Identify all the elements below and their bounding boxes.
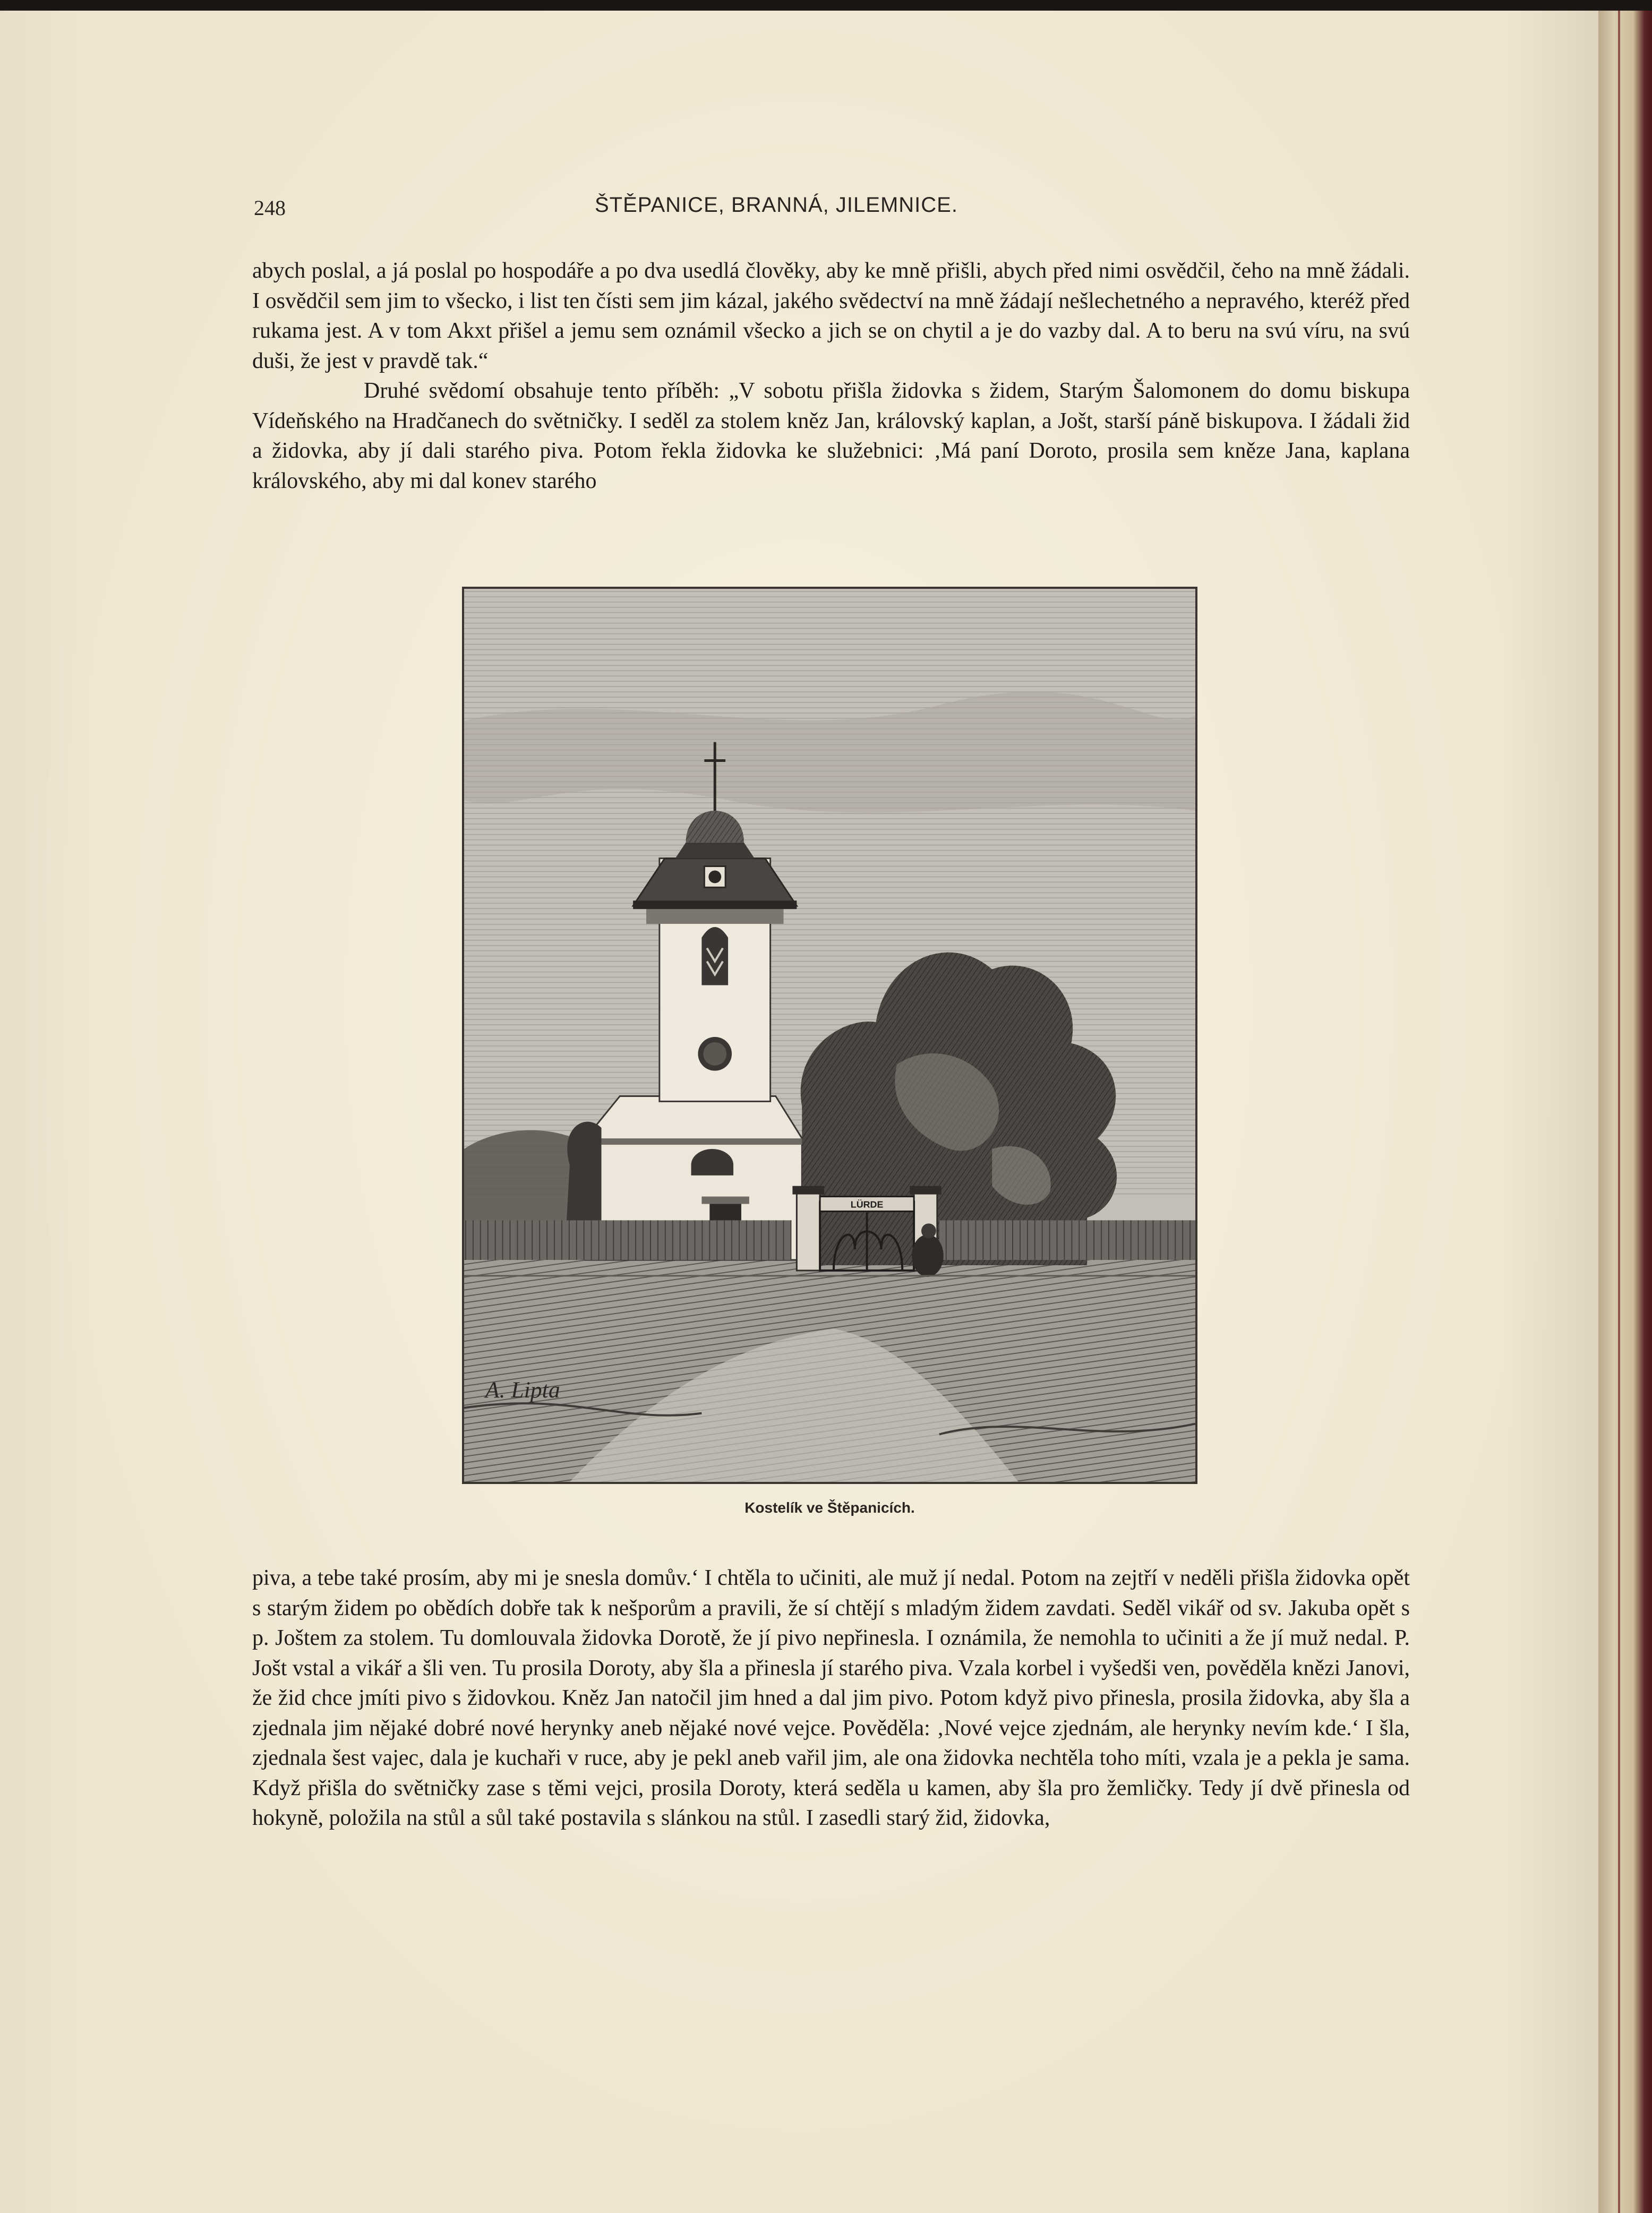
- page-edge-binding: [1598, 11, 1652, 2213]
- artist-signature: A. Lipta: [485, 1377, 560, 1403]
- church-engraving: [464, 589, 1195, 1482]
- running-title: ŠTĚPANICE, BRANNÁ, JILEMNICE.: [595, 193, 958, 217]
- text-block-top: [252, 256, 1410, 496]
- text-block-bottom: [252, 1563, 1410, 1833]
- page-number: 248: [254, 196, 286, 220]
- paragraph: Druhé svědomí obsahuje tento příběh: „V sobotu přišla židovka s židem, Starým Šalomonem do domu biskupa Vídeňského na Hradčanech do světničky. I seděl za stolem kněz Jan, královský kaplan, a Jošt, starší páně biskupova. I žádali žid a židovka, aby jí dali starého piva. Potom řekla židovka ke služebnici: ‚Má paní Doroto, prosila sem kněze Jana, kaplana královského, aby mi dal konev starého: [252, 379, 1410, 493]
- church-illustration: [462, 587, 1197, 1484]
- paragraph: abych poslal, a já poslal po hospodáře a po dva usedlá člověky, aby ke mně přišli, abych před nimi osvědčil, čeho na mně žádali. I osvědčil sem jim to všecko, i list ten čísti sem jim kázal, jakého svědectví na mně žádají nešlechetného a nepravého, kteréž před rukama jest. A v tom Akxt přišel a jemu sem oznámil všecko a jich se on chytil a je do vazby dal. A to beru na svú víru, na svú duši, že jest v pravdě tak.“: [252, 259, 1410, 373]
- gate-inscription: LÜRDE: [850, 1199, 884, 1210]
- paragraph: piva, a tebe také prosím, aby mi je snesla domův.‘ I chtěla to učiniti, ale muž jí nedal. Potom na zejtří v neděli přišla židovka opět s starým židem po obědích dobře tak k nešporům a pravili, že sí chtějí s mladým židem zavdati. Seděl vikář od sv. Jakuba opět s p. Joštem za stolem. Tu domlouvala židovka Dorotě, že jí pivo nepřinesla. I oznámila, že nemohla to učiniti a že jí muž nedal. P. Jošt vstal a vikář a šli ven. Tu prosila Doroty, aby šla a přinesla jí starého piva. Vzala korbel i vyšedši ven, pověděla knězi Janovi, že žid chce jmíti pivo s židovkou. Kněz Jan natočil jim hned a dal jim pivo. Potom když pivo přinesla, prosila židovka, aby šla a zjednala jim nějaké dobré nové herynky aneb nějaké nové vejce. Pověděla: ‚Nové vejce zjednám, ale herynky nevím kde.‘ I šla, zjednala šest vajec, dala je kuchaři v ruce, aby je pekl aneb vařil jim, ale ona židovka nechtěla toho míti, vzala je a pekla je sama. Když přišla do světničky zase s těmi vejci, prosila Doroty, která seděla u kamen, aby šla pro žemličky. Tedy jí dvě přinesla od hokyně, položila na stůl a sůl také postavila s slánkou na stůl. I zasedli starý žid, židovka,: [252, 1566, 1410, 1830]
- page-edge-line: [1618, 11, 1620, 2213]
- figure-caption: Kostelík ve Štěpanicích.: [744, 1499, 915, 1516]
